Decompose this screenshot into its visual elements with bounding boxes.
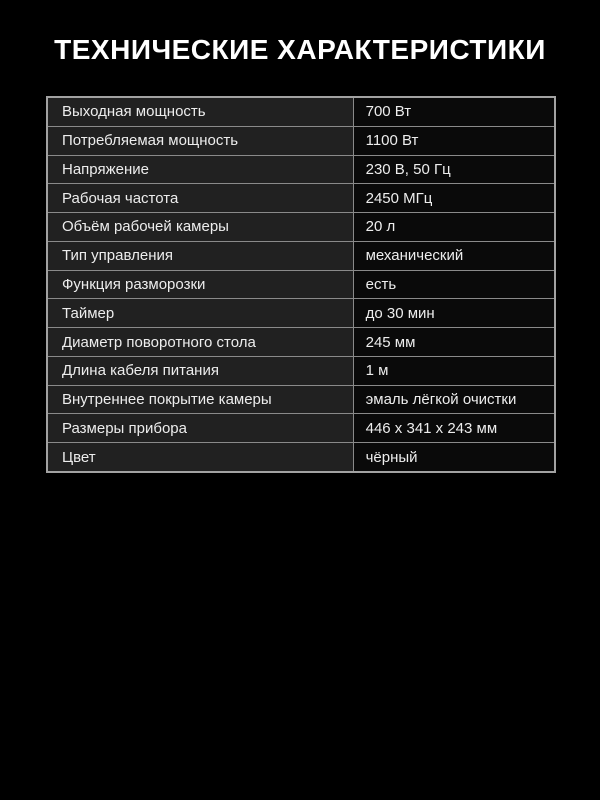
table-row (48, 98, 554, 126)
table-row (48, 155, 554, 184)
table-row (48, 385, 554, 414)
table-row (48, 413, 554, 442)
spec-label: Потребляемая мощность (48, 127, 354, 155)
spec-label: Внутреннее покрытие камеры (48, 386, 354, 414)
table-row (48, 241, 554, 270)
table-row (48, 356, 554, 385)
spec-value: 1 м (354, 357, 554, 385)
spec-label: Напряжение (48, 156, 354, 184)
table-row (48, 270, 554, 299)
page-title: ТЕХНИЧЕСКИЕ ХАРАКТЕРИСТИКИ (54, 34, 546, 65)
table-row (48, 442, 554, 471)
spec-label: Функция разморозки (48, 271, 354, 299)
spec-label: Таймер (48, 299, 354, 327)
spec-value: до 30 мин (354, 299, 554, 327)
table-row (48, 298, 554, 327)
spec-label: Объём рабочей камеры (48, 213, 354, 241)
spec-value: 245 мм (354, 328, 554, 356)
spec-label: Тип управления (48, 242, 354, 270)
spec-value: 446 x 341 x 243 мм (354, 414, 554, 442)
spec-label: Цвет (48, 443, 354, 471)
spec-label: Длина кабеля питания (48, 357, 354, 385)
table-row (48, 183, 554, 212)
spec-label: Диаметр поворотного стола (48, 328, 354, 356)
specs-table (46, 96, 556, 473)
spec-value: чёрный (354, 443, 554, 471)
spec-value: есть (354, 271, 554, 299)
spec-value: эмаль лёгкой очистки (354, 386, 554, 414)
spec-value: 1100 Вт (354, 127, 554, 155)
spec-label: Рабочая частота (48, 184, 354, 212)
table-row (48, 212, 554, 241)
spec-value: механический (354, 242, 554, 270)
spec-value: 2450 МГц (354, 184, 554, 212)
table-row (48, 327, 554, 356)
spec-label: Выходная мощность (48, 98, 354, 126)
spec-value: 700 Вт (354, 98, 554, 126)
spec-value: 20 л (354, 213, 554, 241)
table-row (48, 126, 554, 155)
spec-value: 230 В, 50 Гц (354, 156, 554, 184)
spec-label: Размеры прибора (48, 414, 354, 442)
